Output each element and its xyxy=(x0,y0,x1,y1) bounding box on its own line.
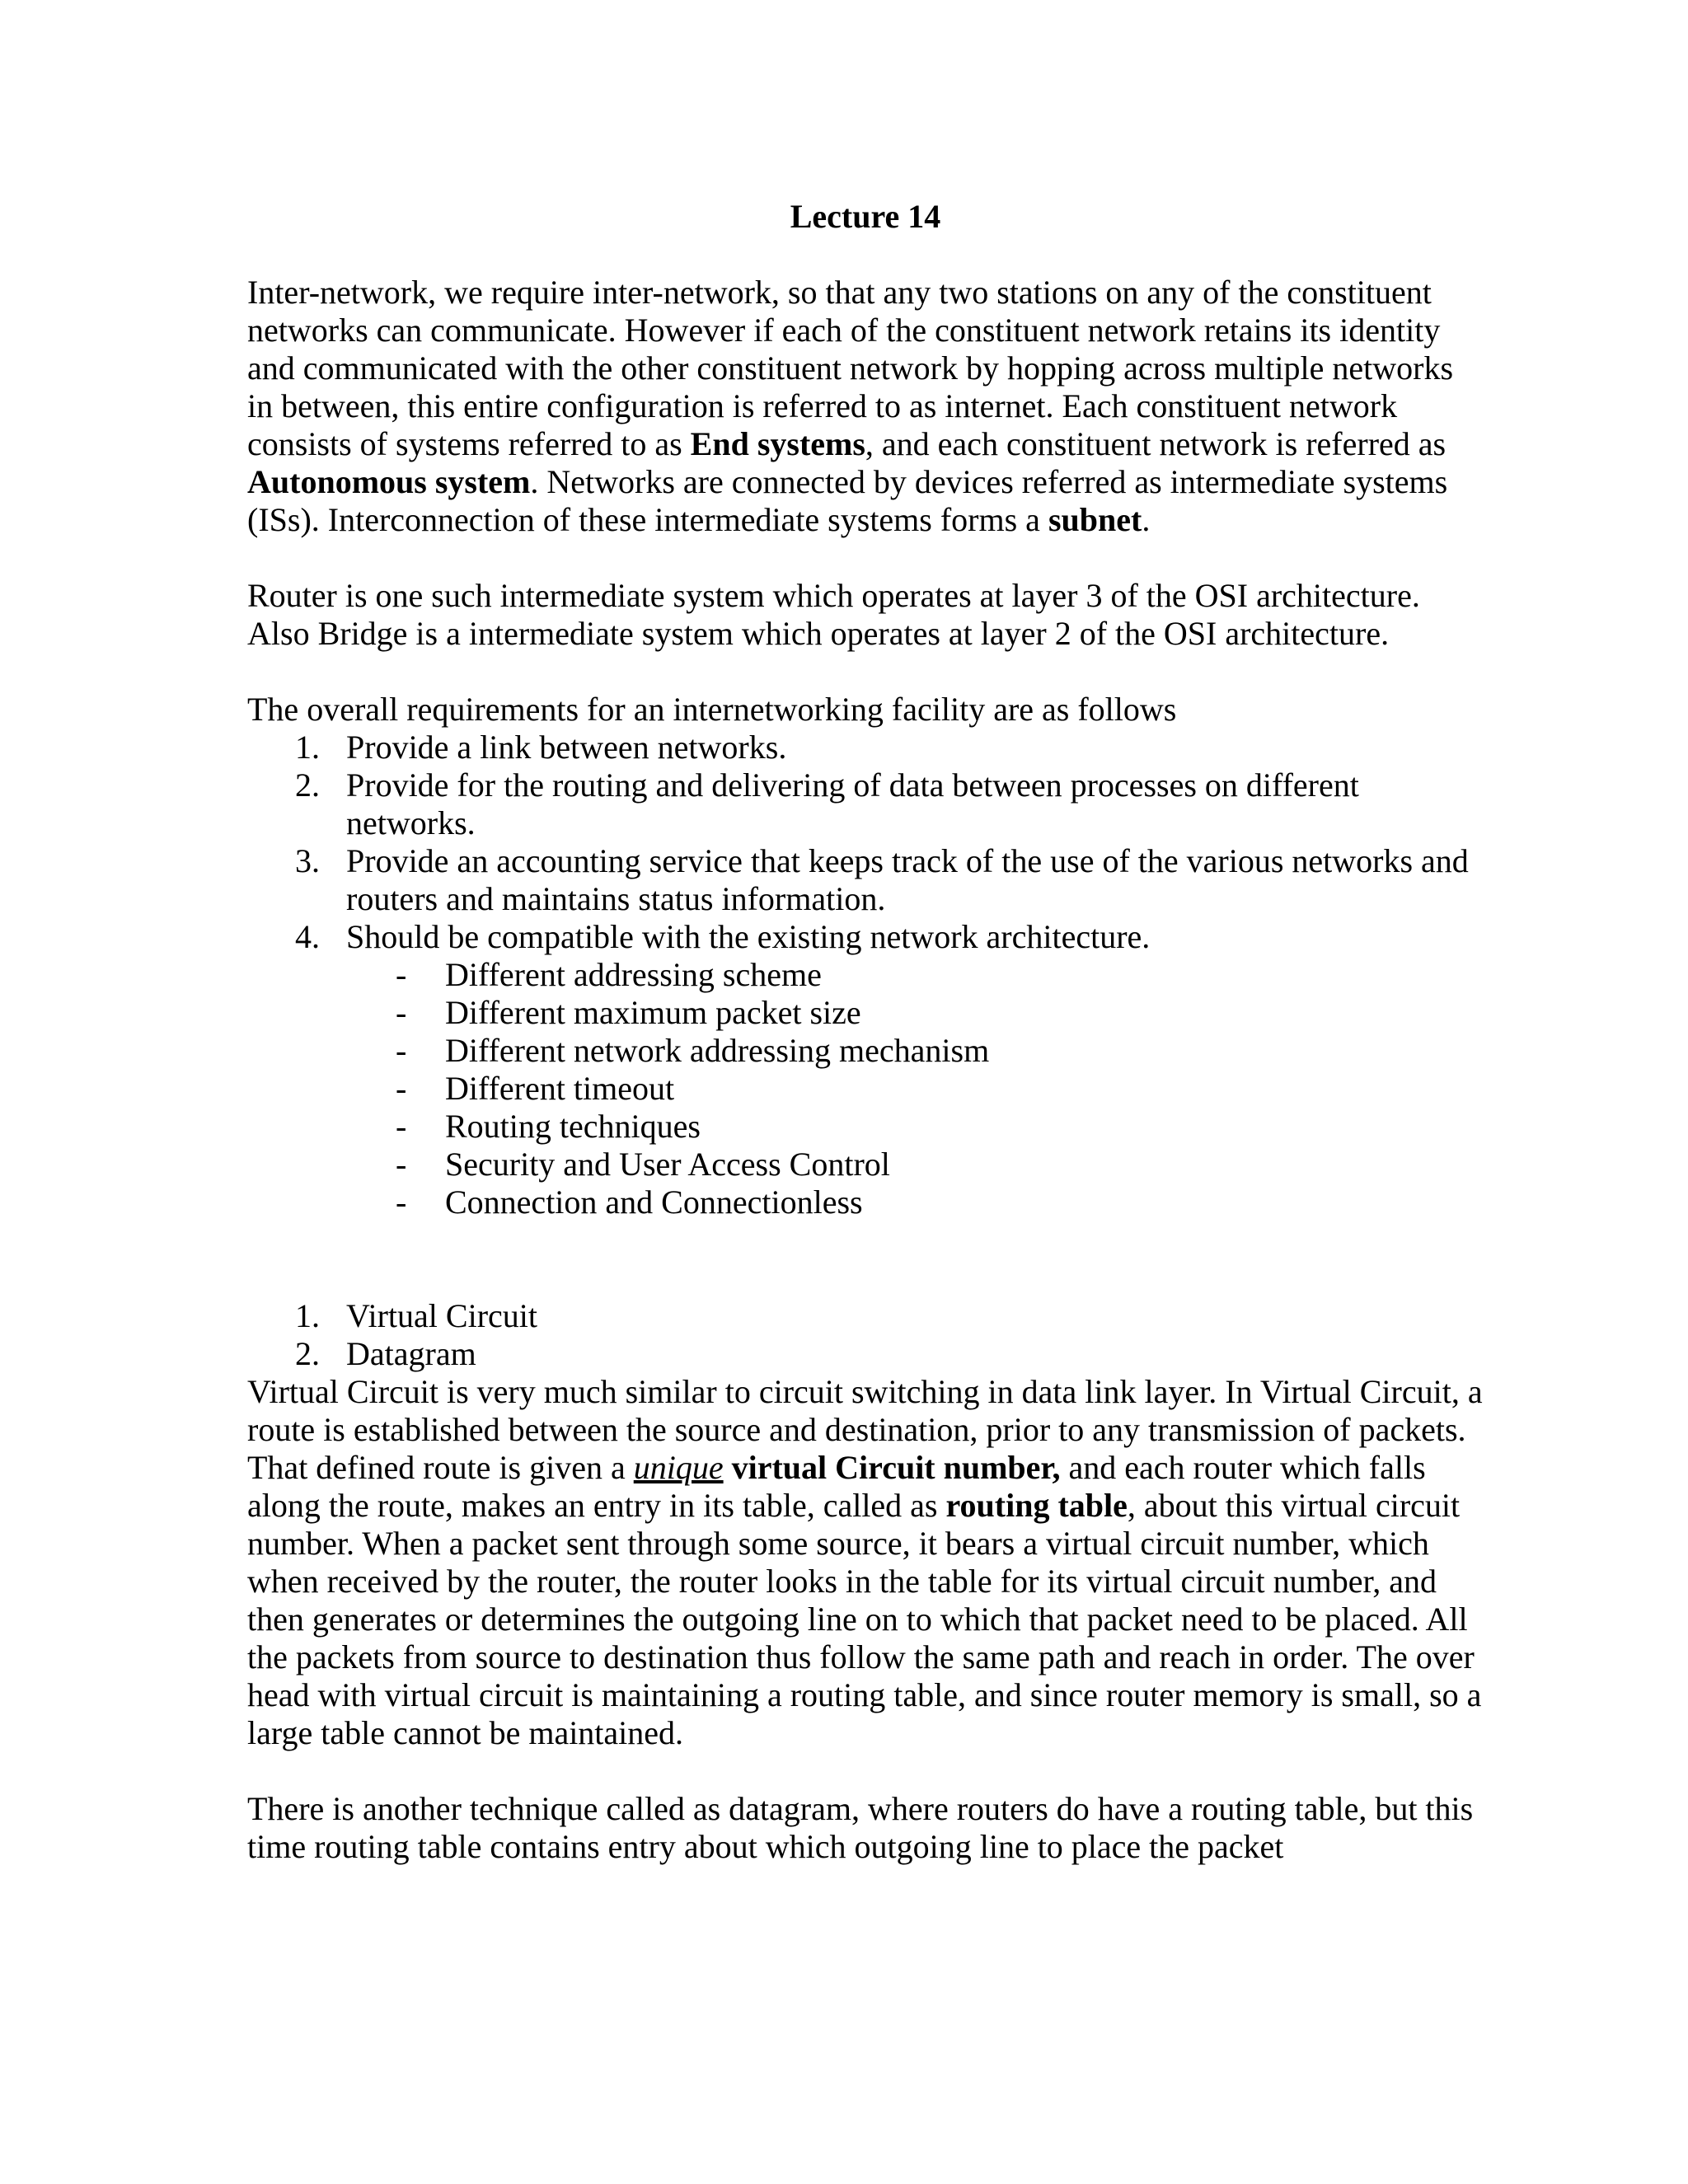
requirements-list xyxy=(247,729,1484,956)
sub-list-item: - Different network addressing mechanism xyxy=(396,1032,990,1069)
list-item: 4. Should be compatible with the existing network architecture. xyxy=(295,918,1151,955)
spacer xyxy=(247,1221,1484,1297)
sub-list-item: - Connection and Connectionless xyxy=(396,1183,863,1221)
virtual-circuit-paragraph: Virtual Circuit is very much similar to circuit switching in data link layer. In Virtual Circuit, a route is established between the source and destination, prior to any transmission of packets. That defined route is given a unique virtual Circuit number, and each router which falls along the route, makes an entry in its table, called as routing table, about this virtual circuit number. When a packet sent through some source, it bears a virtual circuit number, which when received by the router, the router looks in the table for its virtual circuit number, and then generates or determines the outgoing line on to which that packet need to be placed. All the packets from source to destination thus follow the same path and reach in order. The over head with virtual circuit is maintaining a routing table, and since router memory is small, so a large table cannot be maintained. xyxy=(247,1373,1483,1751)
page-title: Lecture 14 xyxy=(790,198,941,235)
methods-list xyxy=(247,1297,1484,1373)
sub-list-item: - Routing techniques xyxy=(396,1108,701,1145)
sub-list-item: - Different maximum packet size xyxy=(396,994,861,1031)
compatibility-sub-list xyxy=(247,956,1484,1221)
list-item: 2. Datagram xyxy=(295,1335,476,1372)
term-autonomous-system: Autonomous system xyxy=(247,463,531,500)
term-end-systems: End systems xyxy=(690,425,865,462)
sub-list-item: - Different addressing scheme xyxy=(396,956,822,993)
document-page xyxy=(247,198,1484,1866)
term-subnet: subnet xyxy=(1048,501,1142,538)
term-virtual-circuit-number: virtual Circuit number, xyxy=(723,1449,1061,1486)
datagram-paragraph: There is another technique called as datagram, where routers do have a routing table, but this time routing table contains entry about which outgoing line to place the packet xyxy=(247,1790,1474,1865)
list-item: 2. Provide for the routing and delivering of data between processes on different networks. xyxy=(295,766,1359,841)
list-item: 1. Provide a link between networks. xyxy=(295,729,787,766)
list-item: 3. Provide an accounting service that keeps track of the use of the various networks and routers and maintains status information. xyxy=(295,842,1469,917)
router-bridge-paragraph: Router is one such intermediate system which operates at layer 3 of the OSI architecture. Also Bridge is a intermediate system which operates at layer 2 of the OSI architecture. xyxy=(247,577,1420,652)
sub-list-item: - Different timeout xyxy=(396,1070,675,1107)
emphasis-unique: unique xyxy=(633,1449,724,1486)
intro-paragraph: Inter-network, we require inter-network, so that any two stations on any of the constituent networks can communicate. However if each of the constituent network retains its identity and communicated with the other constituent network by hopping across multiple networks in between, this entire configuration is referred to as internet. Each constituent network consists of systems referred to as End systems, and each constituent network is referred as Autonomous system. Networks are connected by devices referred as intermediate systems (ISs). Interconnection of these intermediate systems forms a subnet. xyxy=(247,274,1454,538)
sub-list-item: - Security and User Access Control xyxy=(396,1146,890,1183)
list-item: 1. Virtual Circuit xyxy=(295,1297,537,1334)
term-routing-table: routing table xyxy=(945,1487,1128,1524)
requirements-intro: The overall requirements for an internetworking facility are as follows xyxy=(247,691,1177,728)
